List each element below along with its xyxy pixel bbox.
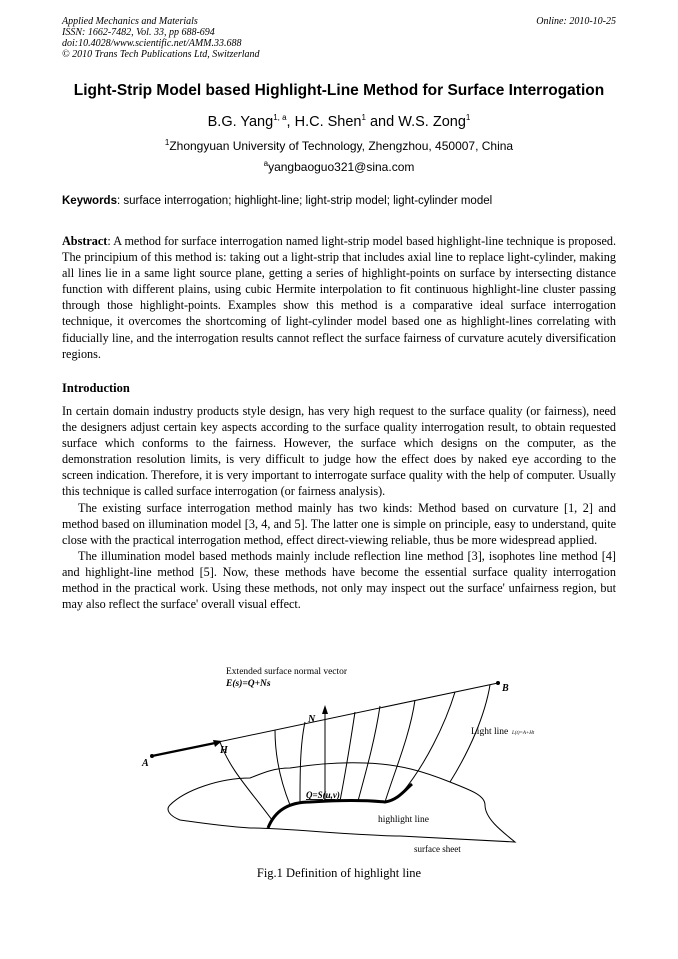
- author-2-sup: 1: [361, 113, 366, 123]
- email: [40, 160, 638, 174]
- label-a: A: [142, 758, 149, 769]
- author-1-sup: 1, a: [273, 113, 287, 123]
- label-normal-title: Extended surface normal vector: [226, 667, 348, 677]
- intro-paragraph-3: The illumination model based methods mainly include reflection line method [3], isophotes line method [4] and highlight-line method [5]. Now, these methods have become the essential surface quality interrogation method in the practical work. Using these methods, not only may inspect out the surface' unfairness region, but may also reflect the surface' overall visual effect.: [62, 548, 616, 612]
- doi: doi:10.4028/www.scientific.net/AMM.33.688: [62, 38, 242, 49]
- h-vector: [152, 742, 220, 756]
- keywords: [62, 195, 616, 207]
- journal-header: [62, 16, 260, 60]
- author-line: [40, 114, 638, 130]
- author-3-sup: 1: [465, 113, 471, 123]
- ray-4: [340, 712, 355, 801]
- label-surface-sheet: surface sheet: [414, 844, 461, 854]
- author-1: B.G. Yang: [207, 114, 274, 130]
- label-b: B: [502, 683, 509, 694]
- author-sep-2: and: [365, 114, 399, 130]
- abstract: [62, 233, 616, 362]
- label-normal-eq: E(s)=Q+Ns: [226, 679, 271, 689]
- issn: ISSN: 1662-7482, Vol. 33, pp 688-694: [62, 27, 215, 38]
- label-light-line-eq: L(t)=A+Ht: [512, 731, 535, 736]
- author-sep-1: ,: [286, 114, 295, 130]
- section-heading-introduction: Introduction: [62, 381, 130, 395]
- copyright: © 2010 Trans Tech Publications Ltd, Switzerland: [62, 49, 260, 60]
- ray-2: [275, 730, 290, 805]
- intro-paragraph-2: The existing surface interrogation method mainly has two kinds: Method based on curvature [1, 2] and method based on illumination model [3, 4, and 5]. The latter one is simple on principle, easy to understand, quite close with the practical interrogation method, effect direct-viewing reliable, thus be more widespread applied.: [62, 500, 616, 547]
- keywords-text: : surface interrogation; highlight-line; light-strip model; light-cylinder model: [116, 195, 493, 207]
- author-3: W.S. Zong: [398, 114, 466, 130]
- label-q: Q=S(u,v): [306, 790, 340, 800]
- label-highlight-line: highlight line: [378, 815, 429, 825]
- journal-name: Applied Mechanics and Materials: [62, 16, 198, 27]
- author-2: H.C. Shen: [294, 114, 362, 130]
- label-h: H: [220, 745, 228, 756]
- ray-5: [358, 706, 380, 801]
- abstract-text: : A method for surface interrogation named light-strip model based highlight-line technique is proposed. The principium of this method is: taking out a light-strip that includes axial line to replace light-cylinder, making all lines lie in a same light source plane, getting a series of highlight-points on surface by intersecting distance function with different plains, using cubic Hermite interpolation to fit continuous highlight-line cluster passing through those highlight-points. Examples show this method is a comparative ideal surface interrogation technique, it overcomes the shortcoming of light-cylinder model based one as highlight-lines correlating with fiducially line, and the interrogation results cannot reflect the surface fairness of curvature acutely diversification regions.: [62, 234, 616, 361]
- highlight-line-diagram: [140, 660, 560, 860]
- figure-1-caption: Fig.1 Definition of highlight line: [256, 866, 422, 880]
- email-sup: a: [263, 159, 269, 168]
- introduction-body: [62, 403, 616, 612]
- figure-1: [140, 660, 560, 860]
- label-light-line: Light line: [471, 727, 509, 737]
- online-date: Online: 2010-10-25: [536, 16, 616, 27]
- affiliation: [40, 139, 638, 153]
- normal-arrowhead: [322, 705, 328, 714]
- ray-7: [402, 692, 455, 793]
- email-link[interactable]: yangbaoguo321@sina.com: [268, 160, 415, 174]
- paper-title: Light-Strip Model based Highlight-Line Method for Surface Interrogation: [73, 82, 605, 99]
- surface-sheet-outline: [168, 763, 515, 842]
- point-b: [496, 681, 500, 685]
- ray-1: [220, 742, 272, 820]
- affiliation-sup: 1: [164, 138, 170, 147]
- label-n: N: [308, 714, 316, 725]
- point-a: [150, 754, 154, 758]
- abstract-label: Abstract: [62, 234, 108, 248]
- intro-paragraph-1: In certain domain industry products style design, has very high request to the surface quality (or fairness), need the designers adjust certain key aspects according to the surface quality interrogation result, to obtain requested surface which conforms to the fairness. However, the surface which designs on the computer, as the demonstration resolution limits, is very difficult to judge how the effect does by naked eye according to the screen indication. Therefore, it is very important to interrogate surface quality with the help of computer. Usually this technique is called surface interrogation (or fairness analysis).: [62, 404, 616, 499]
- keywords-label: Keywords: [62, 195, 117, 207]
- ray-3: [300, 722, 305, 802]
- affiliation-text: Zhongyuan University of Technology, Zhengzhou, 450007, China: [169, 139, 514, 153]
